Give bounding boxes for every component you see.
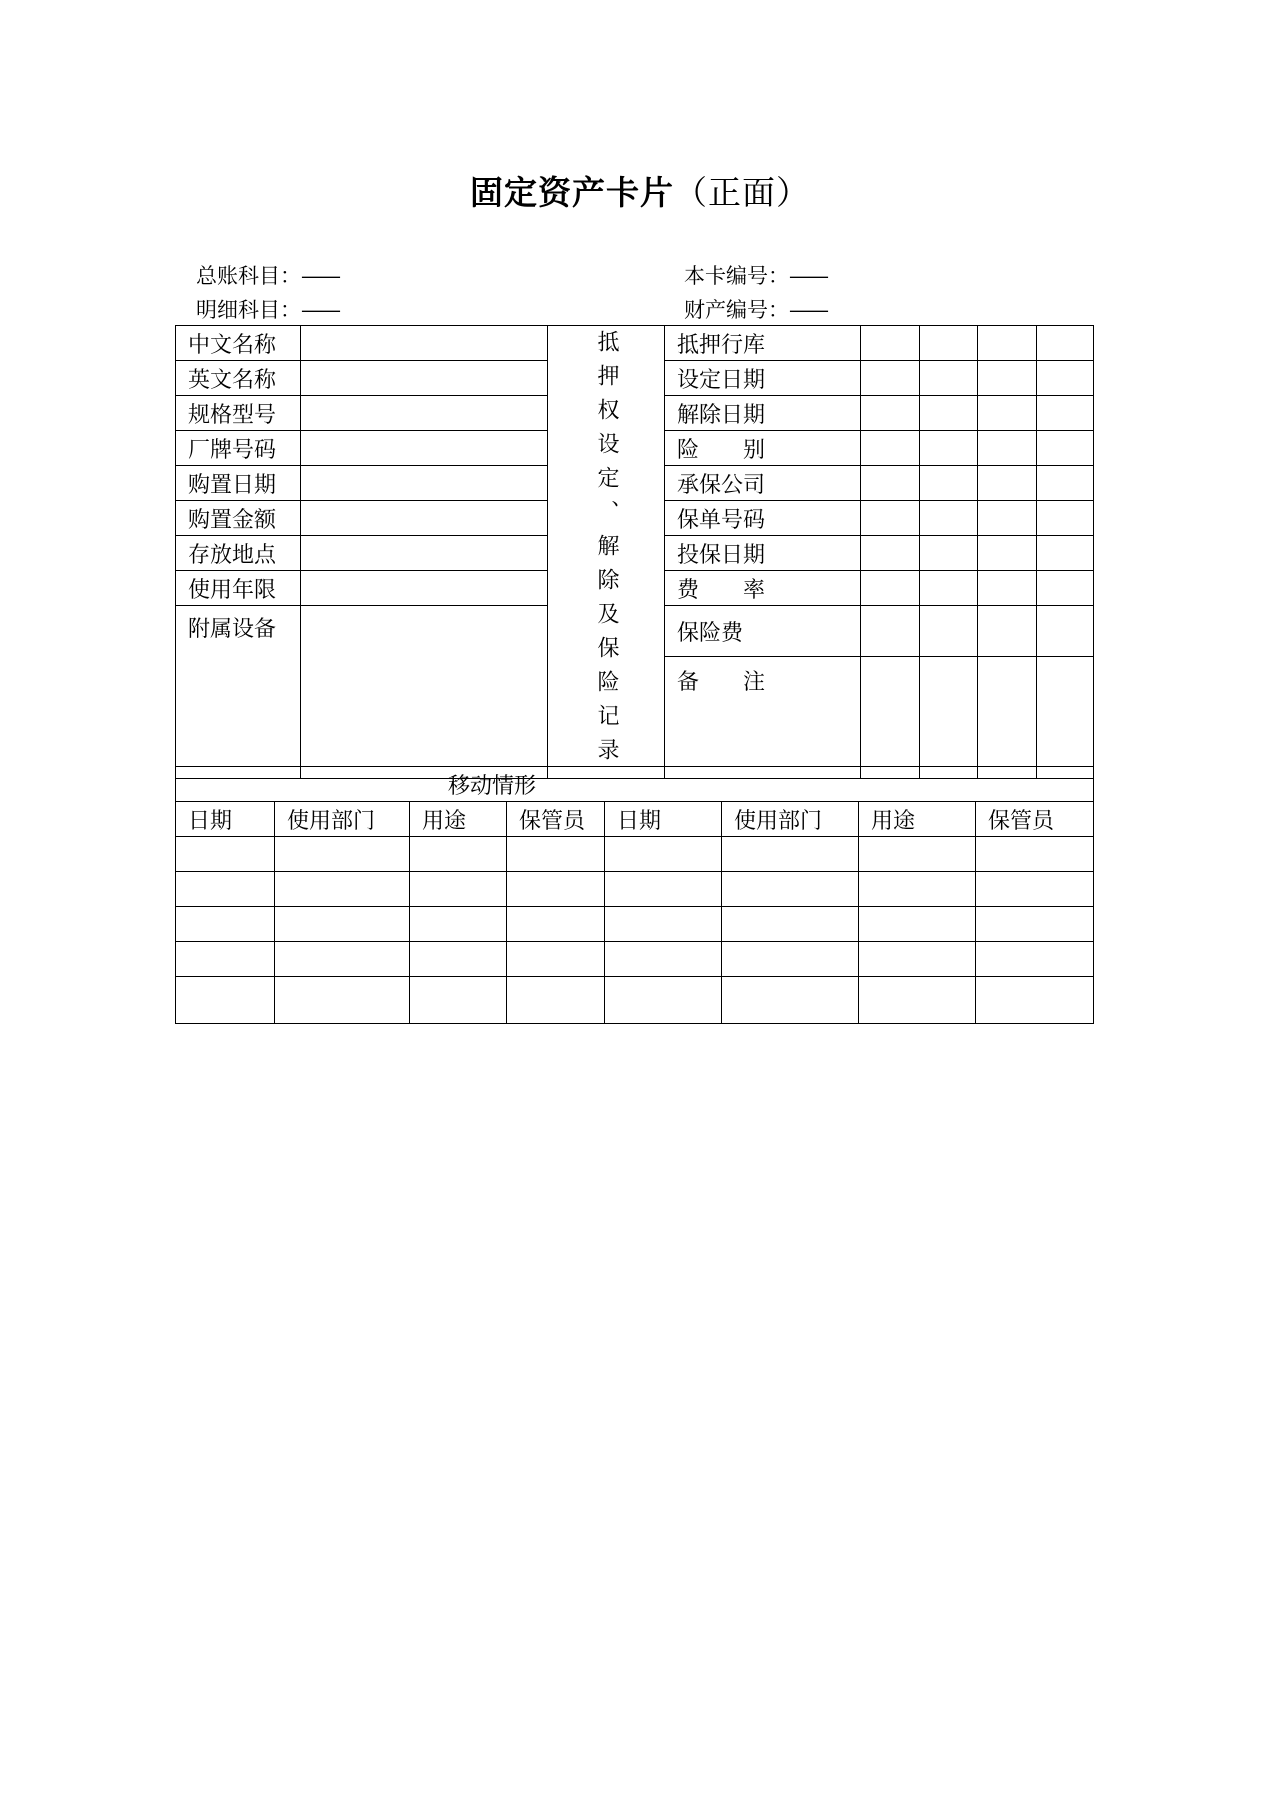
column-header: 日期 bbox=[605, 802, 722, 837]
record-cell[interactable] bbox=[861, 326, 920, 361]
record-cell[interactable] bbox=[920, 571, 978, 606]
movement-cell[interactable] bbox=[507, 907, 605, 942]
record-cell[interactable] bbox=[978, 501, 1037, 536]
table-row bbox=[176, 907, 1094, 942]
movement-cell[interactable] bbox=[722, 837, 859, 872]
record-cell[interactable] bbox=[1037, 431, 1094, 466]
movement-cell[interactable] bbox=[605, 942, 722, 977]
movement-cell[interactable] bbox=[605, 977, 722, 1024]
movement-cell[interactable] bbox=[859, 907, 976, 942]
record-label: 解除日期 bbox=[665, 396, 861, 431]
movement-cell[interactable] bbox=[410, 907, 507, 942]
record-cell[interactable] bbox=[861, 466, 920, 501]
movement-cell[interactable] bbox=[176, 977, 275, 1024]
record-cell[interactable] bbox=[978, 326, 1037, 361]
record-label: 抵押行库 bbox=[665, 326, 861, 361]
record-cell[interactable] bbox=[861, 571, 920, 606]
table-row bbox=[176, 872, 1094, 907]
record-cell[interactable] bbox=[920, 501, 978, 536]
movement-table bbox=[175, 766, 1094, 1024]
movement-cell[interactable] bbox=[275, 907, 410, 942]
field-label: 存放地点 bbox=[176, 536, 301, 571]
table-row bbox=[176, 942, 1094, 977]
record-cell[interactable] bbox=[978, 536, 1037, 571]
movement-cell[interactable] bbox=[176, 837, 275, 872]
column-header: 使用部门 bbox=[722, 802, 859, 837]
vertical-label-text: 抵押权设定、解除及保险记录 bbox=[594, 330, 619, 772]
asset-number-value: —— bbox=[789, 298, 827, 322]
field-label: 附属设备 bbox=[176, 606, 301, 779]
movement-cell[interactable] bbox=[722, 907, 859, 942]
record-cell[interactable] bbox=[920, 657, 978, 779]
movement-cell[interactable] bbox=[176, 872, 275, 907]
asset-info-table bbox=[175, 325, 1094, 779]
movement-cell[interactable] bbox=[275, 977, 410, 1024]
field-label: 厂牌号码 bbox=[176, 431, 301, 466]
movement-cell[interactable] bbox=[605, 837, 722, 872]
record-label: 保单号码 bbox=[665, 501, 861, 536]
column-header: 用途 bbox=[859, 802, 976, 837]
page-title bbox=[0, 167, 1280, 214]
table-row bbox=[176, 837, 1094, 872]
record-label: 设定日期 bbox=[665, 361, 861, 396]
record-cell[interactable] bbox=[1037, 326, 1094, 361]
record-label: 投保日期 bbox=[665, 536, 861, 571]
record-cell[interactable] bbox=[920, 326, 978, 361]
asset-number-label: 财产编号： bbox=[684, 298, 789, 322]
record-cell[interactable] bbox=[1037, 606, 1094, 657]
movement-cell[interactable] bbox=[275, 837, 410, 872]
record-cell[interactable] bbox=[978, 606, 1037, 657]
record-cell[interactable] bbox=[861, 536, 920, 571]
detail-account-value: —— bbox=[301, 298, 339, 322]
record-cell[interactable] bbox=[861, 396, 920, 431]
movement-cell[interactable] bbox=[722, 942, 859, 977]
movement-cell[interactable] bbox=[176, 907, 275, 942]
field-label: 购置日期 bbox=[176, 466, 301, 501]
movement-cell[interactable] bbox=[859, 872, 976, 907]
movement-cell[interactable] bbox=[605, 872, 722, 907]
movement-cell[interactable] bbox=[722, 977, 859, 1024]
field-label: 购置金额 bbox=[176, 501, 301, 536]
record-cell[interactable] bbox=[1037, 396, 1094, 431]
record-cell[interactable] bbox=[861, 501, 920, 536]
record-cell[interactable] bbox=[861, 657, 920, 779]
movement-cell[interactable] bbox=[859, 977, 976, 1024]
movement-cell[interactable] bbox=[507, 942, 605, 977]
record-label: 保险费 bbox=[665, 606, 861, 657]
record-cell[interactable] bbox=[1037, 466, 1094, 501]
record-cell[interactable] bbox=[861, 361, 920, 396]
title-main: 固定资产卡片 bbox=[470, 173, 674, 212]
record-cell[interactable] bbox=[861, 431, 920, 466]
movement-cell[interactable] bbox=[176, 942, 275, 977]
movement-cell[interactable] bbox=[410, 837, 507, 872]
record-cell[interactable] bbox=[978, 466, 1037, 501]
mortgage-insurance-vertical-label bbox=[548, 326, 665, 779]
ledger-account-label: 总账科目： bbox=[196, 264, 301, 288]
movement-cell[interactable] bbox=[976, 977, 1094, 1024]
record-cell[interactable] bbox=[1037, 571, 1094, 606]
card-number bbox=[684, 260, 827, 290]
movement-cell[interactable] bbox=[410, 977, 507, 1024]
title-sub: （正面） bbox=[674, 173, 810, 212]
card-number-value: —— bbox=[789, 264, 827, 288]
record-cell[interactable] bbox=[920, 431, 978, 466]
record-cell[interactable] bbox=[861, 606, 920, 657]
field-value[interactable] bbox=[301, 396, 548, 431]
movement-cell[interactable] bbox=[976, 872, 1094, 907]
movement-cell[interactable] bbox=[859, 837, 976, 872]
movement-cell[interactable] bbox=[976, 837, 1094, 872]
movement-cell[interactable] bbox=[859, 942, 976, 977]
record-label: 险 别 bbox=[665, 431, 861, 466]
table-row bbox=[176, 977, 1094, 1024]
record-cell[interactable] bbox=[1037, 536, 1094, 571]
movement-cell[interactable] bbox=[976, 942, 1094, 977]
field-label: 中文名称 bbox=[176, 326, 301, 361]
field-value[interactable] bbox=[301, 431, 548, 466]
field-value[interactable] bbox=[301, 536, 548, 571]
ledger-account-value: —— bbox=[301, 264, 339, 288]
record-label: 备 注 bbox=[665, 657, 861, 779]
movement-cell[interactable] bbox=[507, 977, 605, 1024]
record-cell[interactable] bbox=[920, 361, 978, 396]
record-cell[interactable] bbox=[920, 396, 978, 431]
field-value[interactable] bbox=[301, 361, 548, 396]
column-header: 日期 bbox=[176, 802, 275, 837]
asset-number bbox=[684, 294, 827, 324]
detail-account bbox=[196, 294, 339, 324]
record-label: 费 率 bbox=[665, 571, 861, 606]
field-value[interactable] bbox=[301, 501, 548, 536]
record-cell[interactable] bbox=[920, 536, 978, 571]
card-number-label: 本卡编号： bbox=[684, 264, 789, 288]
movement-cell[interactable] bbox=[410, 942, 507, 977]
column-header: 使用部门 bbox=[275, 802, 410, 837]
movement-cell[interactable] bbox=[275, 942, 410, 977]
record-label: 承保公司 bbox=[665, 466, 861, 501]
record-cell[interactable] bbox=[978, 361, 1037, 396]
movement-cell[interactable] bbox=[507, 837, 605, 872]
movement-cell[interactable] bbox=[722, 872, 859, 907]
field-label: 规格型号 bbox=[176, 396, 301, 431]
field-value[interactable] bbox=[301, 466, 548, 501]
field-value[interactable] bbox=[301, 326, 548, 361]
field-value[interactable] bbox=[301, 606, 548, 779]
record-cell[interactable] bbox=[1037, 657, 1094, 779]
record-cell[interactable] bbox=[920, 606, 978, 657]
field-label: 英文名称 bbox=[176, 361, 301, 396]
record-cell[interactable] bbox=[978, 657, 1037, 779]
record-cell[interactable] bbox=[978, 431, 1037, 466]
movement-cell[interactable] bbox=[410, 872, 507, 907]
movement-cell[interactable] bbox=[507, 872, 605, 907]
record-cell[interactable] bbox=[920, 466, 978, 501]
column-header: 用途 bbox=[410, 802, 507, 837]
column-header: 保管员 bbox=[507, 802, 605, 837]
record-cell[interactable] bbox=[1037, 501, 1094, 536]
detail-account-label: 明细科目： bbox=[196, 298, 301, 322]
record-cell[interactable] bbox=[978, 571, 1037, 606]
movement-cell[interactable] bbox=[605, 907, 722, 942]
movement-cell[interactable] bbox=[275, 872, 410, 907]
movement-cell[interactable] bbox=[976, 907, 1094, 942]
ledger-account bbox=[196, 260, 339, 290]
field-label: 使用年限 bbox=[176, 571, 301, 606]
record-cell[interactable] bbox=[1037, 361, 1094, 396]
column-header: 保管员 bbox=[976, 802, 1094, 837]
record-cell[interactable] bbox=[978, 396, 1037, 431]
field-value[interactable] bbox=[301, 571, 548, 606]
movement-title: 移动情形 bbox=[176, 767, 1094, 802]
